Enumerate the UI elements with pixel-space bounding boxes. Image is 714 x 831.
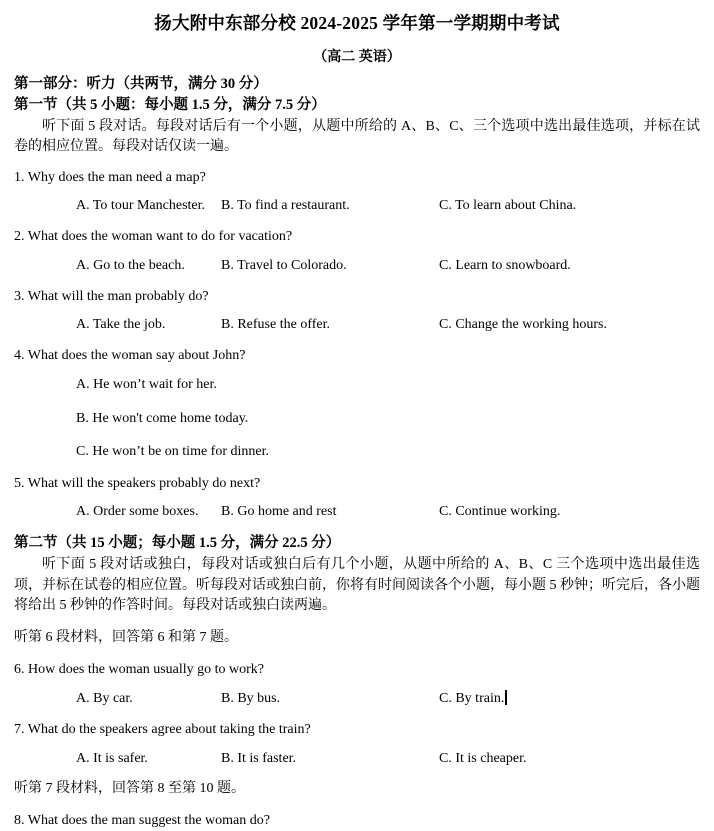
option-4-a[interactable]: A. He won’t wait for her. [76,377,217,393]
question-stem-6: 6. How does the woman usually go to work? [14,662,265,678]
option-2-b[interactable]: B. Travel to Colorado. [221,257,347,273]
question-stem-7: 7. What do the speakers agree about taking the train? [14,721,311,737]
listening-note-material-7: 听第 7 段材料，回答第 8 至第 10 题。 [14,780,245,796]
option-3-b[interactable]: B. Refuse the offer. [221,317,330,333]
option-4-b[interactable]: B. He won't come home today. [76,410,249,426]
option-5-c[interactable]: C. Continue working. [439,504,561,520]
option-row-5 [14,502,700,521]
question-stem-1: 1. Why does the man need a map? [14,169,206,185]
option-1-a[interactable]: A. To tour Manchester. [76,198,206,214]
section-two-heading: 第二节（共 15 小题；每小题 1.5 分，满分 22.5 分） [14,535,341,552]
option-4-c[interactable]: C. He won’t be on time for dinner. [76,444,269,460]
part-one-heading: 第一部分：听力（共两节，满分 30 分） [14,76,268,93]
spacer [14,521,700,525]
option-7-a[interactable]: A. It is safer. [76,750,148,766]
listening-note-material-6: 听第 6 段材料，回答第 6 和第 7 题。 [14,629,238,645]
option-6-c[interactable] [439,689,507,709]
option-2-a[interactable]: A. Go to the beach. [76,257,185,273]
option-stack-4 [14,375,700,462]
option-5-b[interactable]: B. Go home and rest [221,504,337,520]
question-stem-8: 8. What does the man suggest the woman do? [14,813,270,829]
page-title: 扬大附中东部分校 2024-2025 学年第一学期期中考试 [154,13,560,33]
text-caret [505,690,507,705]
section-one-heading: 第一节（共 5 小题：每小题 1.5 分，满分 7.5 分） [14,96,326,113]
exam-paper-page [0,13,714,829]
option-row-2 [14,256,700,275]
option-1-b[interactable]: B. To find a restaurant. [221,198,350,214]
option-1-c[interactable]: C. To learn about China. [439,198,577,214]
option-6-c-label: C. By train. [439,690,505,706]
question-stem-2: 2. What does the woman want to do for vacation? [14,229,293,245]
option-row-3 [14,315,700,334]
option-6-a[interactable]: A. By car. [76,690,133,706]
option-row-1 [14,196,700,215]
option-2-c[interactable]: C. Learn to snowboard. [439,257,571,273]
option-3-c[interactable]: C. Change the working hours. [439,317,607,333]
option-7-c[interactable]: C. It is cheaper. [439,750,527,766]
question-stem-3: 3. What will the man probably do? [14,288,209,304]
option-6-b[interactable]: B. By bus. [221,690,281,706]
option-3-a[interactable]: A. Take the job. [76,317,166,333]
option-row-6 [14,689,700,708]
question-stem-5: 5. What will the speakers probably do next? [14,475,261,491]
section-one-directions: 听下面 5 段对话。每段对话后有一个小题，从题中所给的 A、B、C、三个选项中选出最佳选项，并标在试卷的相应位置。每段对话仅读一遍。 [14,118,700,155]
option-row-7 [14,749,700,768]
question-stem-4: 4. What does the woman say about John? [14,348,246,364]
section-two-directions: 听下面 5 段对话或独白，每段对话或独白后有几个小题，从题中所给的 A、B、C 三个选项中选出最佳选项，并标在试卷的相应位置。听每段对话或独白前，你将有时间阅读各个小题，每小题 5 秒钟；听完后，各小题将给出 5 秒钟的作答时间。每段对话或独白读两遍。 [14,557,700,614]
page-subtitle: （高二 英语） [313,49,401,65]
option-5-a[interactable]: A. Order some boxes. [76,504,199,520]
option-7-b[interactable]: B. It is faster. [221,750,297,766]
